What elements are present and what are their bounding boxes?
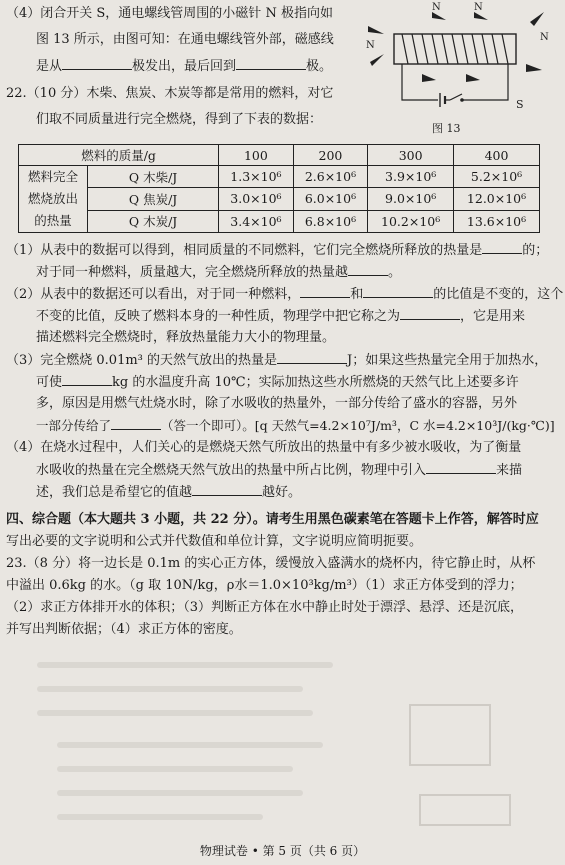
q22-p1-line2: 对于同一种燃料，质量越大，完全燃烧所释放的热量越 。 [36, 262, 401, 282]
q22-intro-line2: 们取不同质量进行完全燃烧，得到了下表的数据： [36, 112, 323, 127]
q4-line1: （4）闭合开关 S，通电螺线管周围的小磁针 N 极指向如 [6, 6, 333, 21]
answer-blank [277, 350, 347, 364]
section4-heading-line1: 四、综合题（本大题共 3 小题，共 22 分）。请考生用黑色碳素笔在答题卡上作答，解答时应 [6, 512, 539, 527]
answer-blank [400, 306, 460, 320]
q23-line3: （2）求正方体排开水的体积；（3）判断正方体在水中静止时处于漂浮、悬浮、还是沉底， [6, 600, 524, 615]
section4-heading-line2: 写出必要的文字说明和公式并代数值和单位计算，文字说明应简明扼要。 [6, 534, 423, 549]
table-header-cell: 200 [293, 145, 368, 166]
answer-blank [348, 262, 388, 276]
table-cell: 9.0×10⁶ [368, 188, 454, 210]
table-cell: 12.0×10⁶ [454, 188, 540, 210]
q23-line1: 23.（8 分）将一边长是 0.1m 的实心正方体，缓慢放入盛满水的烧杯内，待它静止时，从杯 [6, 556, 536, 571]
answer-blank [236, 56, 306, 70]
answer-blank [363, 284, 433, 298]
table-cell: 6.0×10⁶ [293, 188, 368, 210]
answer-blank [62, 56, 132, 70]
q4-line2: 图 13 所示，由图可知：在通电螺线管外部，磁感线 [36, 32, 334, 47]
table-cell: 13.6×10⁶ [454, 210, 540, 232]
table-header-cell: 100 [219, 145, 294, 166]
q22-p3-line2: 可使 kg 的水温度升高 10℃；实际加热这些水所燃烧的天然气比上述要多许 [36, 372, 519, 392]
needle-label: N [474, 2, 483, 13]
bleed-through-texture [0, 645, 565, 835]
table-header-cell: 300 [368, 145, 454, 166]
table-cell: 10.2×10⁶ [368, 210, 454, 232]
q22-p2-line1: （2）从表中的数据还可以看出，对于同一种燃料， 和 的比值是不变的，这个 [6, 284, 563, 304]
q22-p2-line3: 描述燃料完全燃烧时，释放热量能力大小的物理量。 [36, 330, 336, 345]
row-label: Q 木柴/J [88, 166, 219, 188]
q22-p4-line1: （4）在烧水过程中，人们关心的是燃烧天然气所放出的热量中有多少被水吸收，为了衡量 [6, 440, 522, 455]
table-header-cell: 400 [454, 145, 540, 166]
table-cell: 3.4×10⁶ [219, 210, 294, 232]
q22-p4-line3: 述，我们总是希望它的值越 越好。 [36, 482, 301, 502]
table-cell: 3.9×10⁶ [368, 166, 454, 188]
q22-p1-line1: （1）从表中的数据可以得到，相同质量的不同燃料，它们完全燃烧所释放的热量是 的； [6, 240, 548, 260]
answer-blank [62, 372, 112, 386]
table-cell: 3.0×10⁶ [219, 188, 294, 210]
answer-blank [482, 240, 522, 254]
q22-p2-line2: 不变的比值，反映了燃料本身的一种性质，物理学中把它称之为 ，它是用来 [36, 306, 525, 326]
figure-caption: 图 13 [432, 122, 461, 135]
q22-p3-line3: 多，原因是用燃气灶烧水时，除了水吸收的热量外，一部分传给了盛水的容器，另外 [36, 396, 518, 411]
table-cell: 2.6×10⁶ [293, 166, 368, 188]
q23-line2: 中溢出 0.6kg 的水。（g 取 10N/kg，ρ水＝1.0×10³kg/m³）（1）求正方体受到的浮力； [6, 578, 523, 593]
table-cell: 6.8×10⁶ [293, 210, 368, 232]
answer-blank [111, 416, 161, 430]
fuel-heat-table [18, 144, 540, 233]
q23-line4: 并写出判断依据；（4）求正方体的密度。 [6, 622, 242, 637]
figure-13-solenoid-diagram [362, 0, 562, 140]
row-label: Q 焦炭/J [88, 188, 219, 210]
table-cell: 5.2×10⁶ [454, 166, 540, 188]
q4-line3: 是从 极发出，最后回到 极。 [36, 56, 332, 76]
q22-p4-line2: 水吸收的热量在完全燃烧天然气放出的热量中所占比例，物理中引入 来描 [36, 460, 522, 480]
q22-intro-line1: 22.（10 分）木柴、焦炭、木炭等都是常用的燃料，对它 [6, 86, 334, 101]
table-cell: 1.3×10⁶ [219, 166, 294, 188]
page-footer: 物理试卷 • 第 5 页（共 6 页） [199, 844, 366, 858]
needle-label: N [366, 40, 375, 51]
table-header-cell: 燃料的质量/g [19, 145, 219, 166]
answer-blank [426, 460, 496, 474]
table-row [19, 188, 540, 210]
answer-blank [192, 482, 262, 496]
answer-blank [300, 284, 350, 298]
q22-p3-line4: 一部分传给了 （答一个即可）。[q 天然气=4.2×10⁷J/m³，C 水=4.2×10³J/(kg·℃)] [36, 418, 555, 433]
row-group-label: 燃料完全 燃烧放出 的热量 [19, 166, 88, 233]
table-row [19, 210, 540, 232]
needle-label: N [432, 2, 441, 13]
table-row [19, 166, 540, 188]
needle-label: N [540, 32, 549, 43]
table-header-row [19, 145, 540, 166]
row-label: Q 木炭/J [88, 210, 219, 232]
switch-label: S [516, 98, 524, 111]
q22-p3-line1: （3）完全燃烧 0.01m³ 的天然气放出的热量是 J；如果这些热量完全用于加热水， [6, 350, 547, 370]
